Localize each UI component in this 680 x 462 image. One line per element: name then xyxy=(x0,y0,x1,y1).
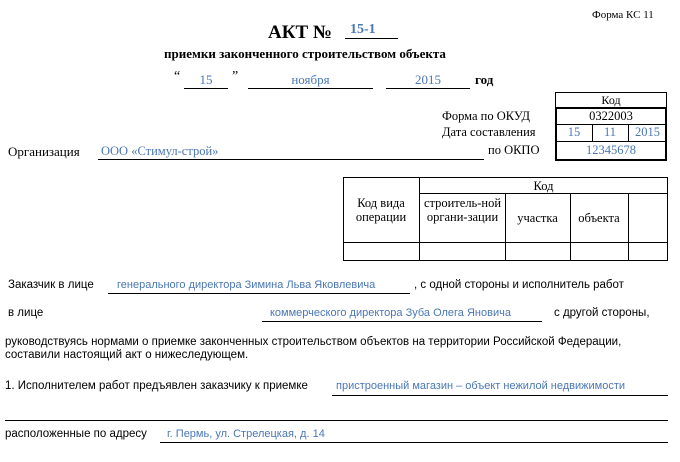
act-number: 15-1 xyxy=(350,22,376,37)
okud-label: Форма по ОКУД xyxy=(442,109,530,123)
contractor-value: коммерческого директора Зуба Олега Яновича xyxy=(270,307,511,319)
op-code-header: Код вида операции xyxy=(355,196,407,224)
okpo-label: по ОКПО xyxy=(488,143,540,157)
item1-underline xyxy=(332,395,668,396)
compiled-divider-1 xyxy=(592,125,593,141)
date-close-quote: ” xyxy=(232,69,239,84)
customer-value: генерального директора Зимина Льва Яковлевича xyxy=(117,279,376,291)
contractor-underline xyxy=(262,321,542,322)
date-year: 2015 xyxy=(415,72,441,87)
item1-value: пристроенный магазин – объект нежилой недвижимости xyxy=(336,380,626,392)
date-year-underline xyxy=(386,88,470,89)
customer-underline xyxy=(108,293,410,294)
code-group-header: Код xyxy=(533,179,554,193)
code-table-vline-3 xyxy=(570,193,571,261)
col-object: объекта xyxy=(578,211,620,225)
organization-value: ООО «Стимул-строй» xyxy=(101,144,219,158)
okud-value: 0322003 xyxy=(589,109,633,123)
customer-suffix: , с одной стороны и исполнитель работ xyxy=(414,279,624,291)
act-subtitle: приемки законченного строительством объекта xyxy=(164,46,446,61)
address-prefix: расположенные по адресу xyxy=(5,428,147,440)
compiled-day: 15 xyxy=(567,125,581,139)
customer-prefix: Заказчик в лице xyxy=(8,279,94,291)
act-title: АКТ № xyxy=(268,22,333,43)
okpo-value: 12345678 xyxy=(586,143,636,157)
code-table-vline-2 xyxy=(505,193,506,261)
codes-header: Код xyxy=(555,92,667,108)
organization-underline xyxy=(98,159,484,160)
col-section: участка xyxy=(517,211,558,225)
in-person-prefix: в лице xyxy=(8,307,44,319)
code-table-vline-4 xyxy=(628,193,629,261)
col-construction-org: строитель-ной органи-зации xyxy=(423,196,502,224)
code-table-hline-header xyxy=(419,193,668,194)
paragraph-line-1: руководствуясь нормами о приемке законченных строительством объектов на территории Российской Федерации, xyxy=(5,336,622,348)
organization-label: Организация xyxy=(8,144,80,159)
item1-prefix: 1. Исполнителем работ предъявлен заказчику к приемке xyxy=(5,380,308,392)
date-compiled-label: Дата составления xyxy=(442,125,536,139)
contractor-suffix: с другой стороны, xyxy=(554,307,650,319)
date-day: 15 xyxy=(199,72,213,87)
date-open-quote: “ xyxy=(174,69,181,84)
compiled-month: 11 xyxy=(603,125,617,139)
date-year-suffix: год xyxy=(475,72,494,87)
date-day-underline xyxy=(184,88,228,89)
address-value: г. Пермь, ул. Стрелецкая, д. 14 xyxy=(167,428,325,440)
form-label: Форма КС 11 xyxy=(592,9,654,21)
compiled-divider-2 xyxy=(628,125,629,141)
compiled-year: 2015 xyxy=(635,125,660,139)
date-month: ноября xyxy=(291,72,330,87)
date-divider xyxy=(557,141,665,142)
code-table-hline-body xyxy=(343,242,668,243)
act-number-underline xyxy=(345,38,398,39)
item1-continuation-line xyxy=(5,420,668,421)
paragraph-line-2: составили настоящий акт о нижеследующем. xyxy=(5,349,249,361)
address-underline xyxy=(160,442,668,443)
date-month-underline xyxy=(248,88,373,89)
